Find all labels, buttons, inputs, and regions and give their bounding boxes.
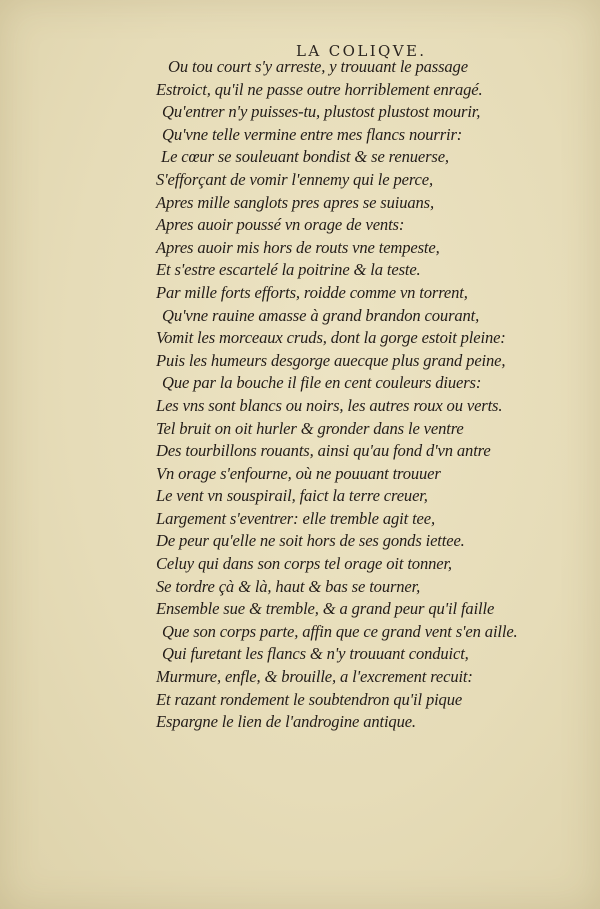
verse-line: Estroict, qu'il ne passe outre horriblement enragé.: [156, 79, 483, 99]
verse-line: Largement s'eventrer: elle tremble agit tee,: [156, 508, 435, 528]
verse-line: Vomit les morceaux cruds, dont la gorge estoit pleine:: [156, 328, 506, 348]
verse-line: Qu'vne telle vermine entre mes flancs nourrir:: [162, 124, 463, 144]
verse-line: Par mille forts efforts, roidde comme vn torrent,: [156, 282, 468, 302]
verse-line: Que son corps parte, affin que ce grand vent s'en aille.: [162, 621, 518, 641]
verse-line: Espargne le lien de l'androgine antique.: [156, 712, 416, 732]
verse-line: S'efforçant de vomir l'ennemy qui le perce,: [156, 169, 433, 189]
verse-line: Ou tou court s'y arreste, y trouuant le passage: [168, 57, 468, 76]
verse-line: Murmure, enfle, & brouille, a l'excrement recuit:: [156, 667, 473, 687]
poem: [156, 56, 576, 734]
verse-line: Que par la bouche il file en cent couleurs diuers:: [162, 373, 482, 393]
verse-line: Qui furetant les flancs & n'y trouuant conduict,: [162, 644, 469, 664]
verse-line: Le cœur se souleuant bondist & se renuerse,: [161, 147, 449, 167]
verse-line: Et s'estre escartelé la poitrine & la teste.: [156, 260, 421, 280]
verse-line: Les vns sont blancs ou noirs, les autres roux ou verts.: [156, 395, 503, 415]
verse-line: Apres auoir poussé vn orage de vents:: [156, 215, 405, 235]
verse-line: Qu'entrer n'y puisses-tu, plustost plustost mourir,: [162, 102, 481, 122]
verse-line: Des tourbillons rouants, ainsi qu'au fond d'vn antre: [156, 441, 491, 461]
verse-line: Apres auoir mis hors de routs vne tempeste,: [156, 237, 440, 257]
verse-line: Vn orage s'enfourne, où ne pouuant trouuer: [156, 463, 441, 483]
verse-line: Ensemble sue & tremble, & a grand peur qu'il faille: [156, 599, 495, 619]
running-head: LA COLIQVE.: [296, 42, 427, 60]
verse-line: De peur qu'elle ne soit hors de ses gonds iettee.: [156, 531, 465, 551]
verse-line: Puis les humeurs desgorge auecque plus grand peine,: [156, 350, 506, 370]
verse-line: Et razant rondement le soubtendron qu'il pique: [156, 689, 463, 709]
verse-line: Le vent vn souspirail, faict la terre creuer,: [156, 486, 428, 506]
verse-line: Apres mille sanglots pres apres se suiuans,: [156, 192, 434, 212]
verse-line: Tel bruit on oit hurler & gronder dans le ventre: [156, 418, 464, 438]
verse-line: Qu'vne rauine amasse à grand brandon courant,: [162, 305, 480, 325]
verse-line: Celuy qui dans son corps tel orage oit tonner,: [156, 554, 452, 574]
verse-line: Se tordre çà & là, haut & bas se tourner,: [156, 576, 421, 596]
